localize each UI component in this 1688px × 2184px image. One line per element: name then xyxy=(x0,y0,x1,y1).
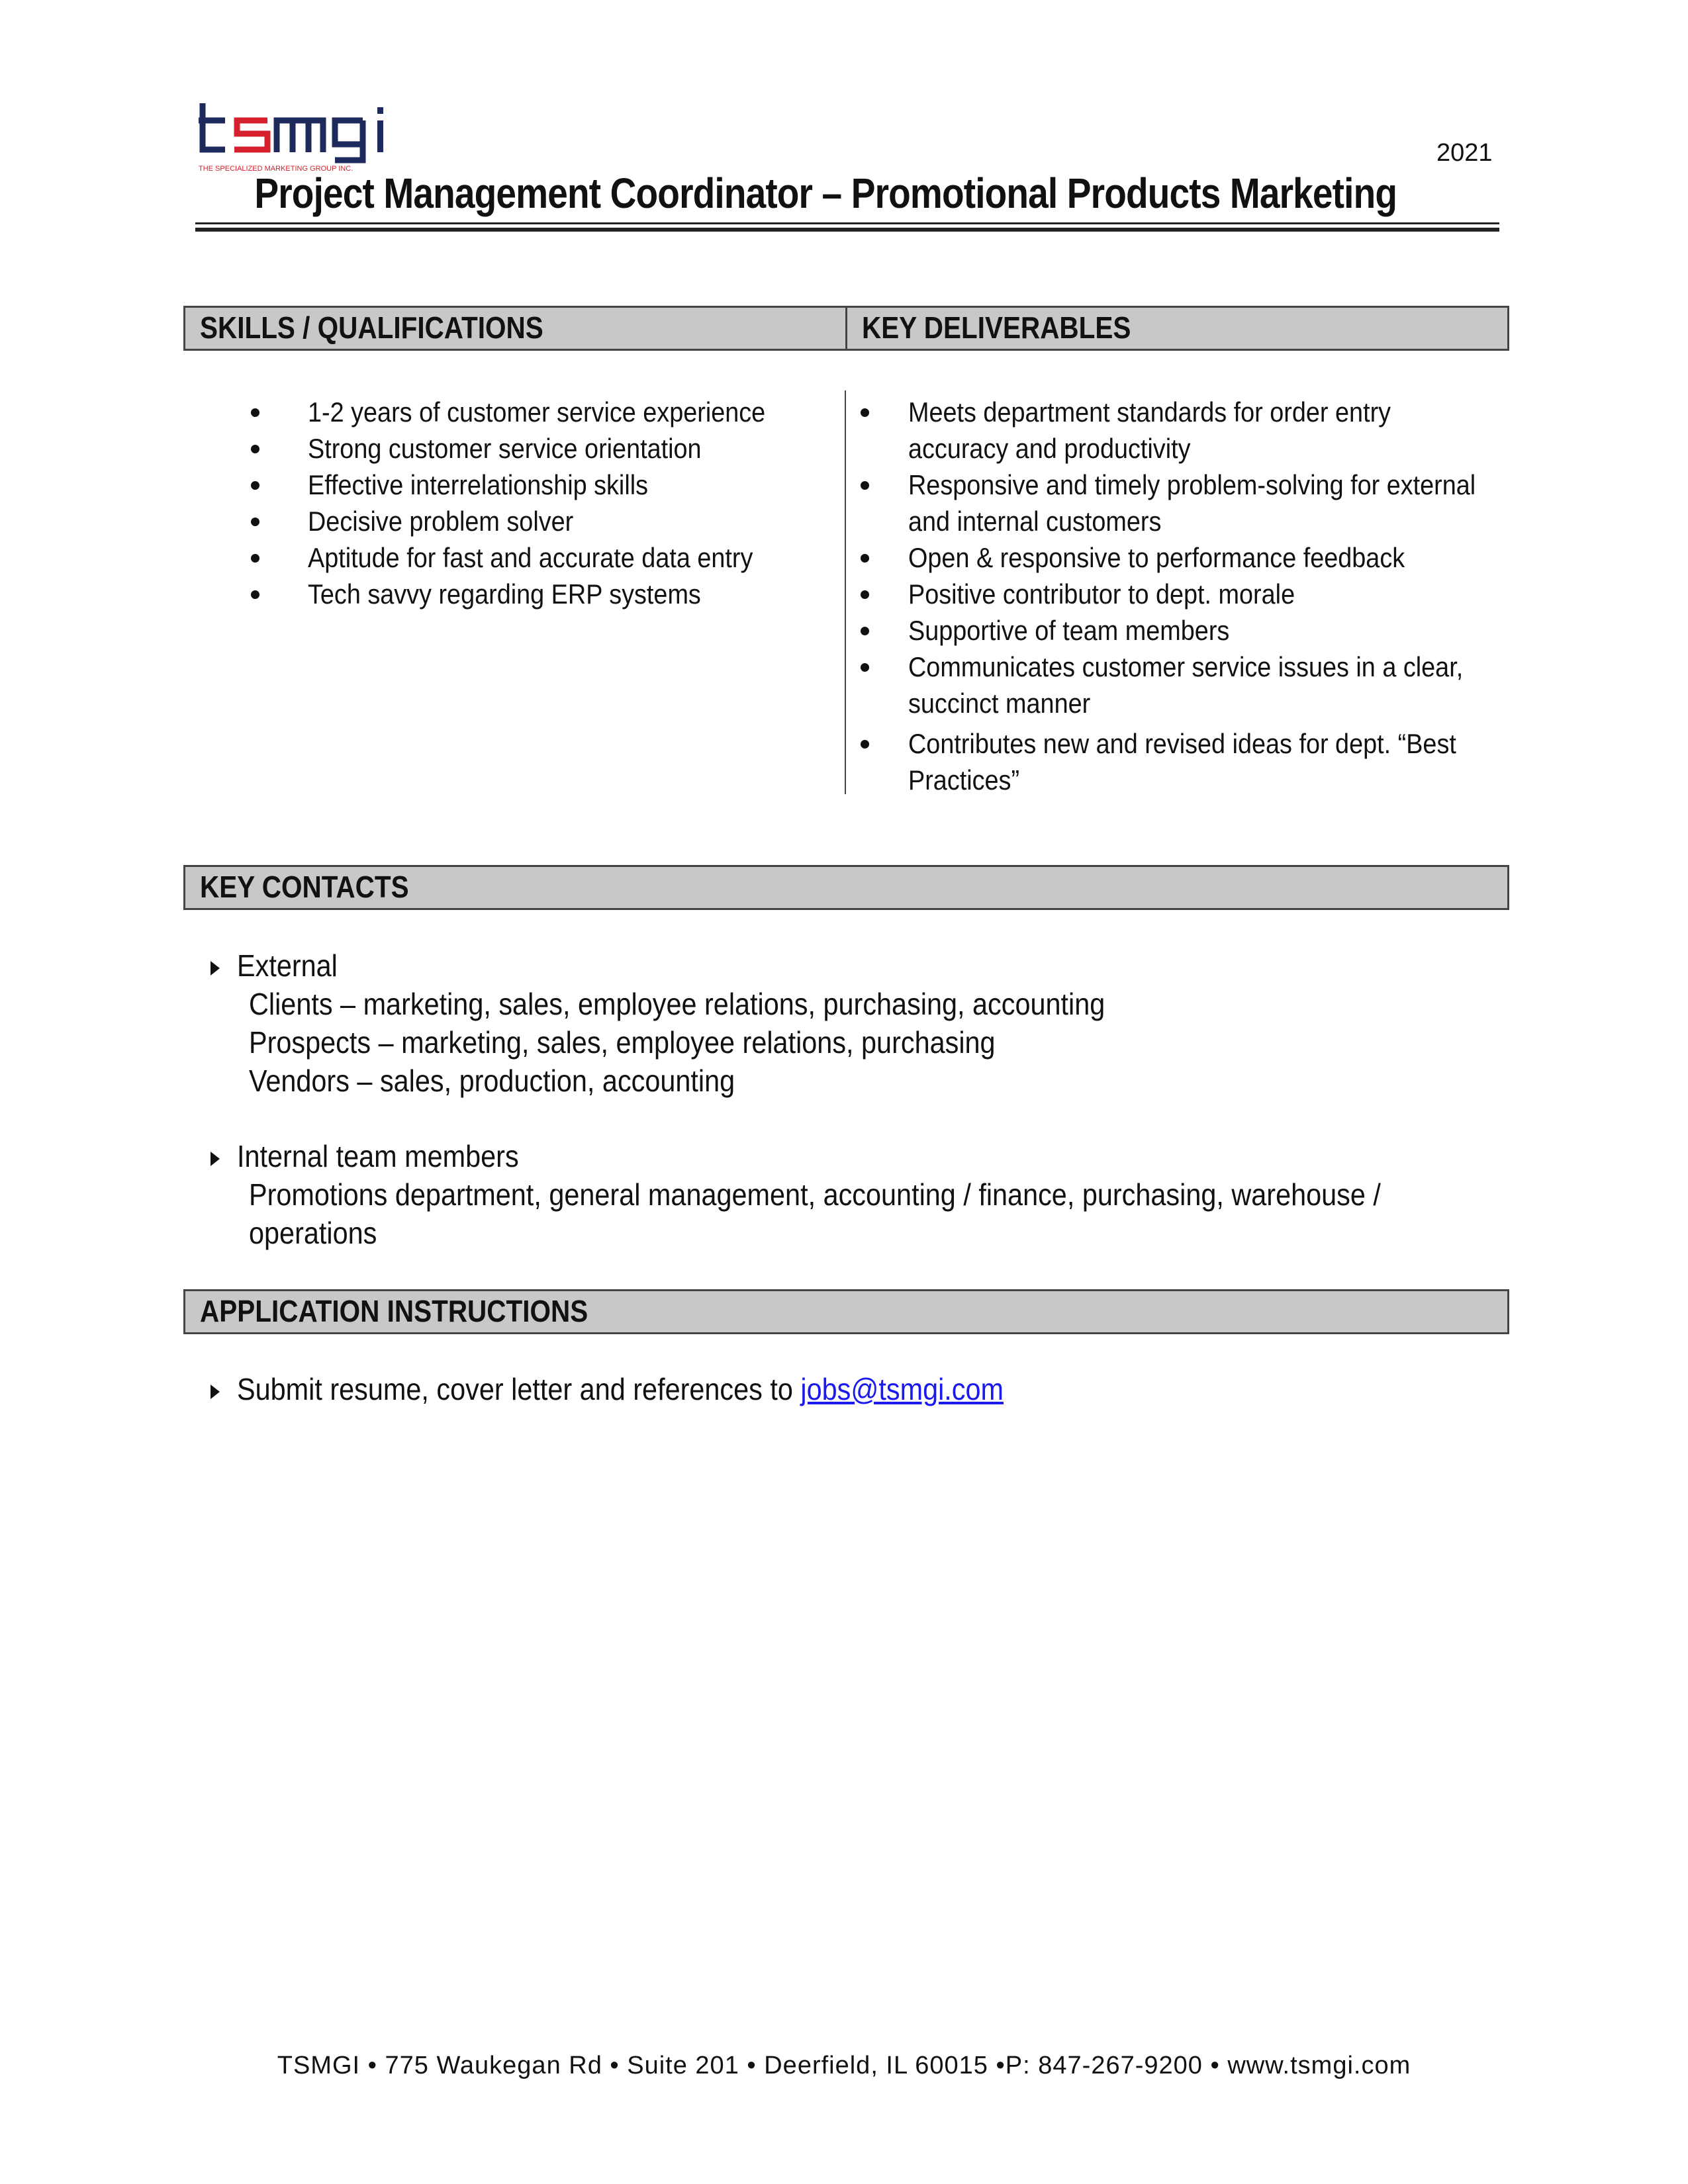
skills-heading: SKILLS / QUALIFICATIONS xyxy=(200,310,543,345)
internal-contacts-label: Internal team members xyxy=(211,1138,550,1174)
skills-list xyxy=(308,394,816,612)
application-instruction: Submit resume, cover letter and references to jobs@tsmgi.com xyxy=(211,1371,1089,1407)
company-logo xyxy=(199,101,404,173)
bullet-icon xyxy=(861,408,869,417)
deliverables-header xyxy=(845,306,1509,351)
deliverables-list xyxy=(908,394,1538,798)
list-item-continuation: succinct manner xyxy=(908,688,1091,719)
list-item: Decisive problem solver xyxy=(308,503,816,539)
bullet-icon xyxy=(251,408,259,417)
external-contacts-label: External xyxy=(211,948,349,983)
list-item: Contributes new and revised ideas for dept. “Best xyxy=(908,725,1538,762)
email-link[interactable]: jobs@tsmgi.com xyxy=(800,1372,1004,1406)
bullet-icon xyxy=(861,740,869,749)
list-item: Positive contributor to dept. morale xyxy=(908,576,1538,612)
list-item-continuation: Practices” xyxy=(908,764,1020,796)
list-item: Tech savvy regarding ERP systems xyxy=(308,576,816,612)
page-title: Project Management Coordinator – Promotional Products Marketing xyxy=(254,169,1397,217)
triangle-bullet-icon xyxy=(211,1152,220,1166)
application-heading: APPLICATION INSTRUCTIONS xyxy=(200,1294,588,1328)
bullet-icon xyxy=(861,590,869,599)
title-rule-thin xyxy=(195,222,1499,224)
bullet-icon xyxy=(861,627,869,635)
list-item-continuation: and internal customers xyxy=(908,506,1162,537)
logo-tagline: THE SPECIALIZED MARKETING GROUP INC. xyxy=(199,165,353,173)
list-item: Meets department standards for order entry xyxy=(908,394,1538,430)
bullet-icon xyxy=(251,445,259,453)
list-item: Communicates customer service issues in a clear, xyxy=(908,649,1538,685)
bullet-icon xyxy=(861,663,869,672)
list-item: Strong customer service orientation xyxy=(308,430,816,467)
footer-address: TSMGI • 775 Waukegan Rd • Suite 201 • Deerfield, IL 60015 •P: 847-267-9200 • www.tsmgi.com xyxy=(277,2052,1411,2079)
list-item-continuation: accuracy and productivity xyxy=(908,433,1191,464)
contact-line: Vendors – sales, production, accounting xyxy=(249,1064,735,1098)
column-divider xyxy=(845,390,846,794)
triangle-bullet-icon xyxy=(211,961,220,976)
contacts-heading: KEY CONTACTS xyxy=(200,870,409,904)
document-year: 2021 xyxy=(1436,139,1493,167)
bullet-icon xyxy=(861,554,869,563)
title-rule-thick xyxy=(195,228,1499,232)
contact-line: operations xyxy=(249,1216,377,1250)
list-item: Supportive of team members xyxy=(908,612,1538,649)
bullet-icon xyxy=(251,481,259,490)
application-header xyxy=(183,1289,1509,1334)
contact-line: Promotions department, general management, accounting / finance, purchasing, warehouse / xyxy=(249,1177,1381,1212)
contacts-header xyxy=(183,865,1509,910)
list-item: Responsive and timely problem-solving for external xyxy=(908,467,1538,503)
bullet-icon xyxy=(251,590,259,599)
list-item: Effective interrelationship skills xyxy=(308,467,816,503)
bullet-icon xyxy=(861,481,869,490)
list-item: Open & responsive to performance feedback xyxy=(908,539,1538,576)
contact-line: Clients – marketing, sales, employee relations, purchasing, accounting xyxy=(249,987,1105,1021)
bullet-icon xyxy=(251,554,259,563)
contact-line: Prospects – marketing, sales, employee relations, purchasing xyxy=(249,1025,996,1060)
triangle-bullet-icon xyxy=(211,1385,220,1399)
skills-header xyxy=(183,306,847,351)
deliverables-heading: KEY DELIVERABLES xyxy=(862,310,1131,345)
list-item: 1-2 years of customer service experience xyxy=(308,394,816,430)
bullet-icon xyxy=(251,518,259,526)
list-item: Aptitude for fast and accurate data entry xyxy=(308,539,816,576)
